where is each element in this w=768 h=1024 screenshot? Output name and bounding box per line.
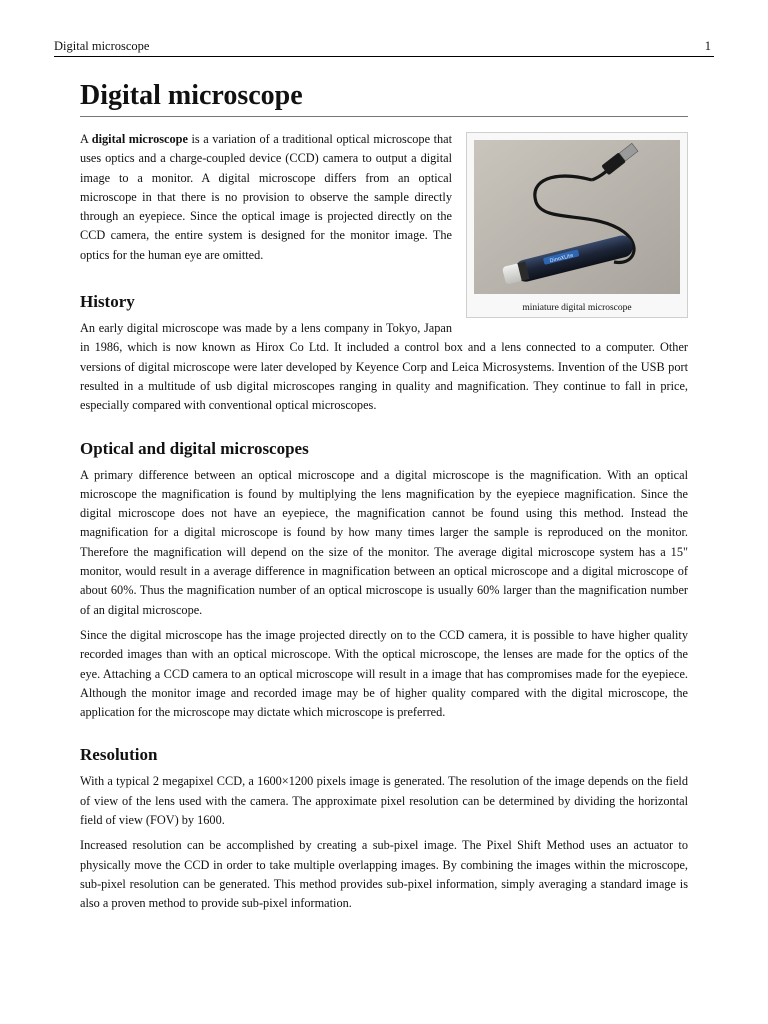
running-header [54,38,714,57]
intro-lead: A [80,132,92,146]
running-header-title: Digital microscope [54,39,150,53]
heading-history: History [80,292,135,312]
paragraph-resolution-2: Increased resolution can be accomplished by creating a sub-pixel image. The Pixel Shift Method uses an actuator to physically move the CCD in order to take multiple overlapping images. By combining the images within the microscope, sub-pixel resolution can be generated. This method provides sub-pixel information, simply averaging a standard image is also a proven method to provide sub-pixel information. [80,838,688,911]
microscope-photo [474,140,680,294]
paragraph-history: An early digital microscope was made by a lens company in Tokyo, Japan in 1986, which is now known as Hirox Co Ltd. It included a control box and a lens connected to a computer. Other versions of digital microscope were later developed by Keyence Corp and Leica Microsystems. Invention of the USB port resulted in a multitude of usb digital microscopes ranging in quality and magnification. They continue to fall in price, especially compared with conventional optical microscopes. [80,321,688,413]
paragraph-resolution-1: With a typical 2 megapixel CCD, a 1600×1200 pixels image is generated. The resolution of the image depends on the field of view of the lens used with the camera. The approximate pixel resolution can be determined by dividing the horizontal field of view (FOV) by 1600. [80,774,688,828]
intro-term: digital microscope [91,132,188,146]
figure-caption: miniature digital microscope [522,303,632,313]
page-title: Digital microscope [80,80,688,117]
paragraph-optical-1: A primary difference between an optical microscope and a digital microscope is the magnification. With an optical microscope the magnification is found by multiplying the lens magnification by the eyepiece magnification. Since the digital microscope does not have an eyepiece, the magnification cannot be found using this method. Instead the magnification for a digital microscope is found by how many times larger the sample is reproduced on the monitor. Therefore the magnification will depend on the size of the monitor. The average digital microscope system has a 15" monitor, would result in a average difference in magnification between an optical microscope and a digital microscope of about 60%. Thus the magnification number of an optical microscope is usually 60% larger than the magnification number of an digital microscope. [80,467,688,617]
heading-optical-digital: Optical and digital microscopes [80,438,309,458]
intro-text: is a variation of a traditional optical microscope that uses optics and a charge-coupled device (CCD) camera to output a digital image to a monitor. A digital microscope differs from an optical microscope in that there is no provision to observe the sample directly through an eyepiece. Since the optical image is projected directly on the CCD camera, the entire system is designed for the monitor image. The optics for the human eye are omitted. [80,132,453,262]
heading-resolution: Resolution [80,745,158,765]
page-number: 1 [704,39,711,53]
article-body [80,130,688,920]
figure-box [466,132,688,318]
device-label: DinoXLite [549,252,574,265]
paragraph-optical-2: Since the digital microscope has the image projected directly on to the CCD camera, it is possible to have higher quality recorded images than with an optical microscope. With the optical microscope, the lenses are made for the optics of the eye. Attaching a CCD camera to an optical microscope will result in a image that has compromises made for the eyepiece. Although the monitor image and recorded image may be of higher quality compared with the digital microscope, the application for the microscope may dictate which microscope is preferred. [80,627,688,720]
